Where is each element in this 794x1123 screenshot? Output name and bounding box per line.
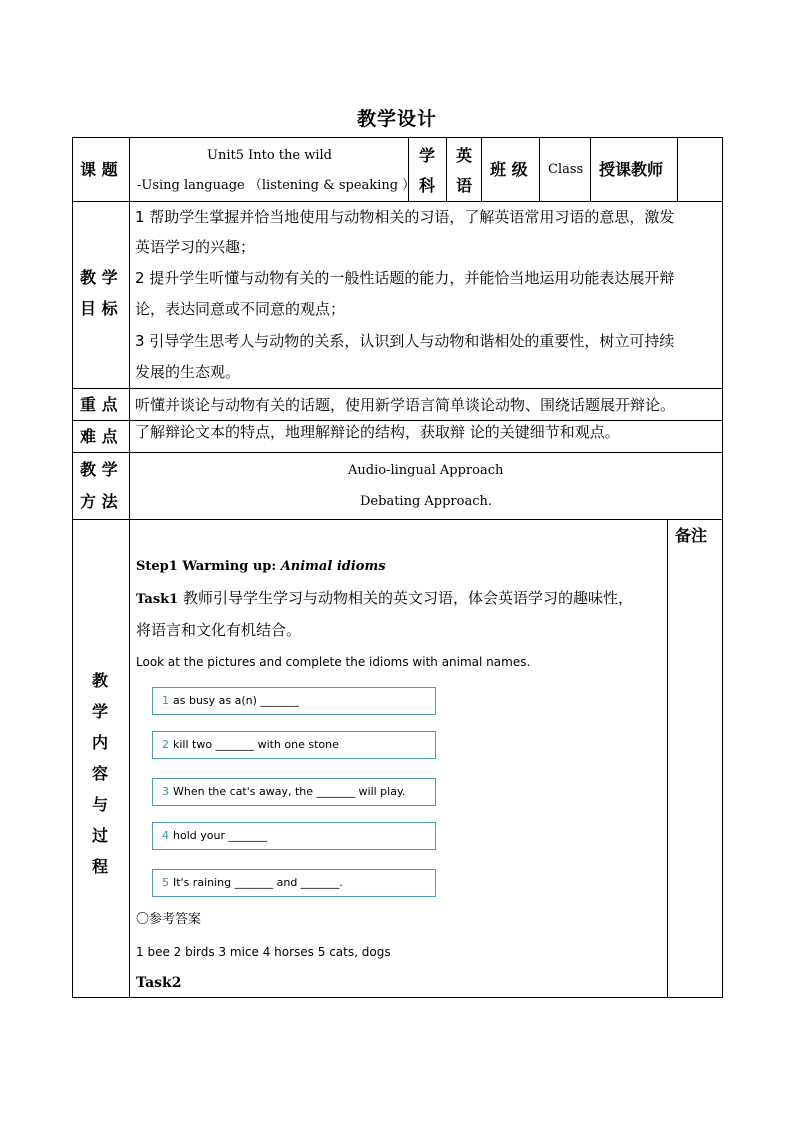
method-item: Debating Approach. (360, 494, 493, 509)
step1-prefix: Step1 Warming up: (136, 559, 281, 574)
task2-label: Task2 (136, 975, 182, 991)
column-divider (590, 137, 591, 201)
instruction-text: Look at the pictures and complete the idioms with animal names. (136, 655, 531, 669)
content-label-char: 程 (91, 857, 108, 876)
subject-value-2: 语 (456, 176, 473, 195)
idiom-text: It's raining _______ and _______. (173, 876, 343, 889)
methods-label-1: 教 学 (80, 460, 118, 479)
objective-line: 1 帮助学生掌握并恰当地使用与动物相关的习语，了解英语常用习语的意思，激发 (135, 208, 675, 226)
content-label-char: 容 (91, 764, 108, 783)
idiom-box (152, 869, 436, 897)
idiom-number: 3 (162, 785, 169, 798)
content-label-char: 内 (91, 733, 108, 752)
step1-topic: Animal idioms (280, 559, 386, 574)
key-points-label: 重 点 (80, 395, 118, 414)
task1-label: Task1 (136, 592, 179, 607)
task1-desc-line2: 将语言和文化有机结合。 (136, 621, 302, 639)
method-item: Audio-lingual Approach (348, 463, 504, 478)
subject-label-1: 学 (419, 146, 436, 165)
objectives-label-1: 教 学 (80, 268, 118, 287)
column-divider (129, 137, 130, 998)
content-label-char: 过 (91, 826, 108, 845)
idiom-box (152, 731, 436, 759)
table-border-top (72, 137, 723, 138)
row-divider (72, 420, 723, 421)
column-divider (446, 137, 447, 201)
objective-line: 英语学习的兴趣； (135, 238, 256, 256)
idiom-box (152, 687, 436, 715)
idiom-number: 1 (162, 694, 169, 707)
column-divider (539, 137, 540, 201)
objective-line: 3 引导学生思考人与动物的关系，认识到人与动物和谐相处的重要性，树立可持续 (135, 332, 675, 350)
page-title: 教学设计 (356, 108, 437, 130)
column-divider (677, 137, 678, 201)
idiom-box (152, 822, 436, 850)
objective-line: 2 提升学生听懂与动物有关的一般性话题的能力，并能恰当地运用功能表达展开辩 (135, 269, 675, 287)
row-divider (72, 452, 723, 453)
table-border-bottom (72, 997, 723, 998)
column-divider (481, 137, 482, 201)
objective-line: 论，表达同意或不同意的观点； (135, 300, 346, 318)
step1-heading (136, 557, 386, 577)
idiom-number: 2 (162, 738, 169, 751)
content-label-char: 教 (91, 671, 108, 690)
row-divider (72, 519, 723, 520)
difficulties-label: 难 点 (80, 427, 118, 446)
idiom-number: 4 (162, 829, 169, 842)
subject-label-2: 科 (419, 176, 436, 195)
objectives-label-2: 目 标 (80, 299, 118, 318)
table-border-left (72, 137, 73, 998)
course-subtitle: -Using language （listening & speaking ） (137, 178, 416, 193)
class-value: Class (548, 162, 584, 177)
remarks-divider (667, 519, 668, 997)
table-border-right (722, 137, 723, 998)
idiom-text: When the cat's away, the _______ will play. (173, 785, 406, 798)
difficulties-text: 了解辩论文本的特点，地理解辩论的结构，获取辩 论的关键细节和观点。 (135, 423, 620, 441)
remarks-label: 备注 (675, 526, 708, 545)
course-label: 课 题 (80, 160, 118, 179)
teacher-label: 授课教师 (599, 160, 664, 179)
task1-line (136, 588, 633, 610)
subject-value-1: 英 (456, 146, 473, 165)
idiom-text: hold your _______ (173, 829, 267, 842)
content-label-char: 学 (91, 702, 108, 721)
task1-desc: 教师引导学生学习与动物相关的英文习语，体会英语学习的趣味性， (183, 589, 634, 607)
idiom-text: as busy as a(n) _______ (173, 694, 299, 707)
idiom-text: kill two _______ with one stone (173, 738, 339, 751)
key-points-text: 听懂并谈论与动物有关的话题，使用新学语言简单谈论动物、围绕话题展开辩论。 (135, 396, 676, 414)
row-divider (72, 388, 723, 389)
idiom-number: 5 (162, 876, 169, 889)
methods-label-2: 方 法 (80, 492, 118, 511)
content-label (86, 665, 114, 882)
answer-text: 1 bee 2 birds 3 mice 4 horses 5 cats, dogs (136, 945, 391, 959)
row-divider (72, 201, 723, 202)
objective-line: 发展的生态观。 (135, 363, 241, 381)
course-title: Unit5 Into the wild (207, 148, 332, 163)
idiom-box (152, 778, 436, 806)
content-label-char: 与 (91, 795, 108, 814)
class-label: 班 级 (490, 160, 528, 179)
answer-label: 〇参考答案 (136, 912, 202, 927)
